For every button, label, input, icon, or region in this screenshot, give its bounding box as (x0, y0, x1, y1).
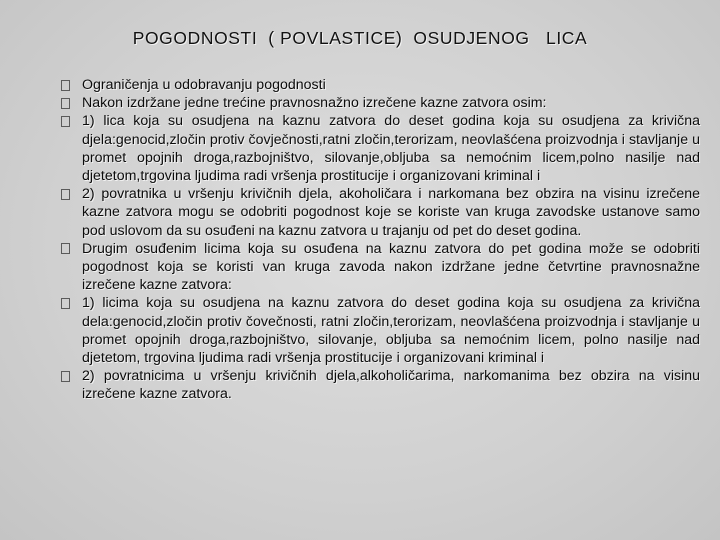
bullet-box-icon (61, 371, 70, 382)
bullet-text: 2) povratnika u vršenju krivičnih djela, akoholičara i narkomana bez obzira na visinu izrečene kazne zatvora mogu se odobriti pogodnost koje se koriste van kruga zavodske ustanove samo pod uslovom da su osuđeni na kaznu zatvora u trajanju od pet do deset godina. (82, 186, 700, 239)
bullet-item (61, 112, 700, 185)
bullet-box-icon (61, 298, 70, 309)
bullet-item (61, 240, 700, 295)
bullet-text: 2) povratnicima u vršenju krivičnih djela,alkoholičarima, narkomanima bez obzira na visinu izrečene kazne zatvora. (82, 368, 700, 403)
bullet-box-icon (61, 116, 70, 127)
bullet-item (61, 294, 700, 367)
slide-title: POGODNOSTI ( POVLASTICE) OSUDJENOG LICA (132, 28, 588, 48)
bullet-text: 1) licima koja su osudjena na kaznu zatvora do deset godina koja su osudjena za krivična dela:genocid,zločin protiv čovečnosti, ratni zločin,terorizam, neovlašćena proizvodnja i stavljanje u promet opojnih droga,razbojništvo, silovanje, obljuba sa nemoćnim licem, polno nasilje nad djetetom, trgovina ljudima radi vršenja prostitucije i organizovani kriminal i (82, 295, 700, 367)
bullet-text: Ograničenja u odobravanju pogodnosti (82, 77, 326, 93)
bullet-box-icon (61, 243, 70, 254)
bullet-item (61, 76, 700, 94)
bullet-box-icon (61, 98, 70, 109)
bullet-text: Drugim osuđenim licima koja su osuđena na kaznu zatvora do pet godina može se odobriti pogodnost koja se koristi van kruga zavoda nakon izdržane jedne četvrtine pravnosnažne izrečene kazne zatvora: (82, 240, 700, 294)
bullet-box-icon (61, 189, 70, 200)
bullet-box-icon (61, 80, 70, 91)
bullet-item (61, 185, 700, 240)
bullet-list (61, 76, 700, 404)
bullet-item (61, 367, 700, 403)
bullet-text: Nakon izdržane jedne trećine pravnosnažno izrečene kazne zatvora osim: (82, 95, 547, 112)
bullet-item (61, 94, 700, 112)
bullet-text: 1) lica koja su osudjena na kaznu zatvora do deset godina koja su osudjena za krivična djela:genocid,zločin protiv čovječnosti,ratni zločin,terorizam, neovlašćena proizvodnja i stavljanje u promet opojnih droga,razbojništvo, silovanje,obljuba sa nemoćnim licem,polno nasilje nad djetetom,trgovina ljudima radi vršenja prostitucije i organizovani kriminal i (82, 113, 700, 185)
